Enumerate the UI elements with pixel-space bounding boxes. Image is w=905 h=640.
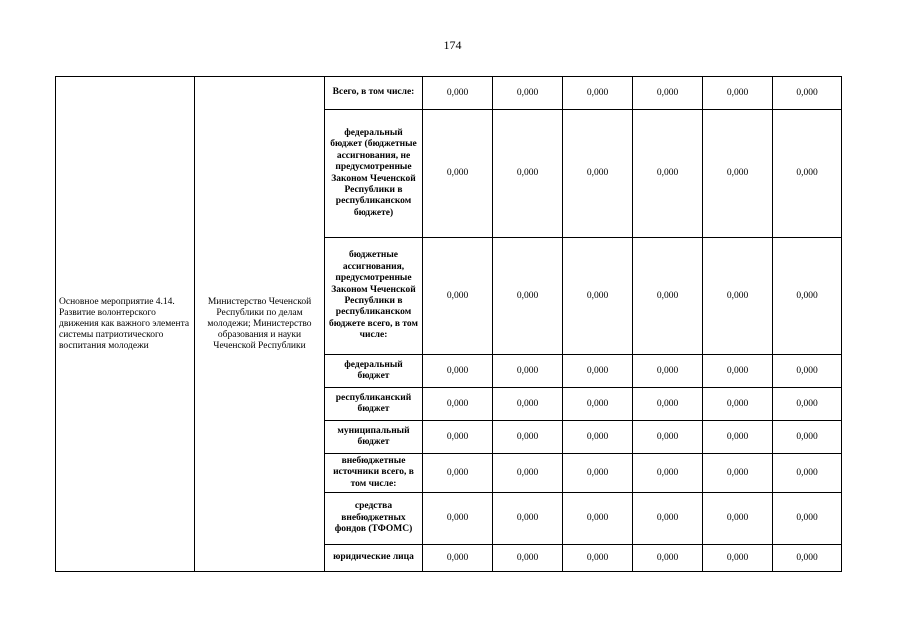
amount-cell: 0,000: [423, 454, 493, 493]
amount-cell: 0,000: [773, 238, 842, 355]
funding-source-cell: федеральный бюджет (бюджетные ассигнования, не предусмотренные Законом Чеченской Республики в республиканском бюджете): [325, 110, 423, 238]
amount-cell: 0,000: [423, 238, 493, 355]
amount-cell: 0,000: [493, 355, 563, 388]
amount-cell: 0,000: [773, 77, 842, 110]
amount-cell: 0,000: [703, 421, 773, 454]
funding-source-cell: муниципальный бюджет: [325, 421, 423, 454]
amount-cell: 0,000: [493, 77, 563, 110]
amount-cell: 0,000: [423, 388, 493, 421]
amount-cell: 0,000: [423, 421, 493, 454]
amount-cell: 0,000: [563, 77, 633, 110]
amount-cell: 0,000: [703, 388, 773, 421]
amount-cell: 0,000: [633, 77, 703, 110]
table-row: [56, 77, 842, 110]
amount-cell: 0,000: [703, 493, 773, 545]
amount-cell: 0,000: [423, 355, 493, 388]
funding-source-cell: федеральный бюджет: [325, 355, 423, 388]
amount-cell: 0,000: [633, 545, 703, 572]
amount-cell: 0,000: [563, 454, 633, 493]
amount-cell: 0,000: [563, 110, 633, 238]
amount-cell: 0,000: [493, 388, 563, 421]
executor-cell: Министерство Чеченской Республики по делам молодежи; Министерство образования и науки Чеченской Республики: [195, 77, 325, 572]
funding-source-cell: юридические лица: [325, 545, 423, 572]
amount-cell: 0,000: [633, 493, 703, 545]
amount-cell: 0,000: [423, 545, 493, 572]
amount-cell: 0,000: [703, 454, 773, 493]
amount-cell: 0,000: [563, 421, 633, 454]
amount-cell: 0,000: [493, 493, 563, 545]
amount-cell: 0,000: [703, 77, 773, 110]
amount-cell: 0,000: [493, 238, 563, 355]
amount-cell: 0,000: [493, 545, 563, 572]
funding-source-cell: внебюджетные источники всего, в том числе:: [325, 454, 423, 493]
amount-cell: 0,000: [563, 545, 633, 572]
amount-cell: 0,000: [633, 238, 703, 355]
amount-cell: 0,000: [773, 355, 842, 388]
amount-cell: 0,000: [633, 421, 703, 454]
amount-cell: 0,000: [773, 421, 842, 454]
funding-source-cell: бюджетные ассигнования, предусмотренные Законом Чеченской Республики в республиканском бюджете всего, в том числе:: [325, 238, 423, 355]
budget-table-body: [56, 77, 842, 572]
amount-cell: 0,000: [423, 110, 493, 238]
budget-table: [55, 76, 842, 572]
amount-cell: 0,000: [633, 388, 703, 421]
amount-cell: 0,000: [703, 355, 773, 388]
amount-cell: 0,000: [773, 493, 842, 545]
amount-cell: 0,000: [493, 110, 563, 238]
amount-cell: 0,000: [633, 110, 703, 238]
amount-cell: 0,000: [423, 77, 493, 110]
amount-cell: 0,000: [773, 545, 842, 572]
amount-cell: 0,000: [493, 454, 563, 493]
amount-cell: 0,000: [563, 355, 633, 388]
amount-cell: 0,000: [493, 421, 563, 454]
page-number: 174: [443, 38, 462, 52]
funding-source-cell: республиканский бюджет: [325, 388, 423, 421]
amount-cell: 0,000: [703, 545, 773, 572]
amount-cell: 0,000: [423, 493, 493, 545]
amount-cell: 0,000: [563, 238, 633, 355]
amount-cell: 0,000: [703, 110, 773, 238]
amount-cell: 0,000: [703, 238, 773, 355]
event-name-cell: Основное мероприятие 4.14. Развитие волонтерского движения как важного элемента системы патриотического воспитания молодежи: [56, 77, 195, 572]
amount-cell: 0,000: [563, 493, 633, 545]
amount-cell: 0,000: [633, 355, 703, 388]
amount-cell: 0,000: [773, 110, 842, 238]
funding-source-cell: Всего, в том числе:: [325, 77, 423, 110]
amount-cell: 0,000: [773, 388, 842, 421]
amount-cell: 0,000: [773, 454, 842, 493]
funding-source-cell: средства внебюджетных фондов (ТФОМС): [325, 493, 423, 545]
amount-cell: 0,000: [633, 454, 703, 493]
amount-cell: 0,000: [563, 388, 633, 421]
